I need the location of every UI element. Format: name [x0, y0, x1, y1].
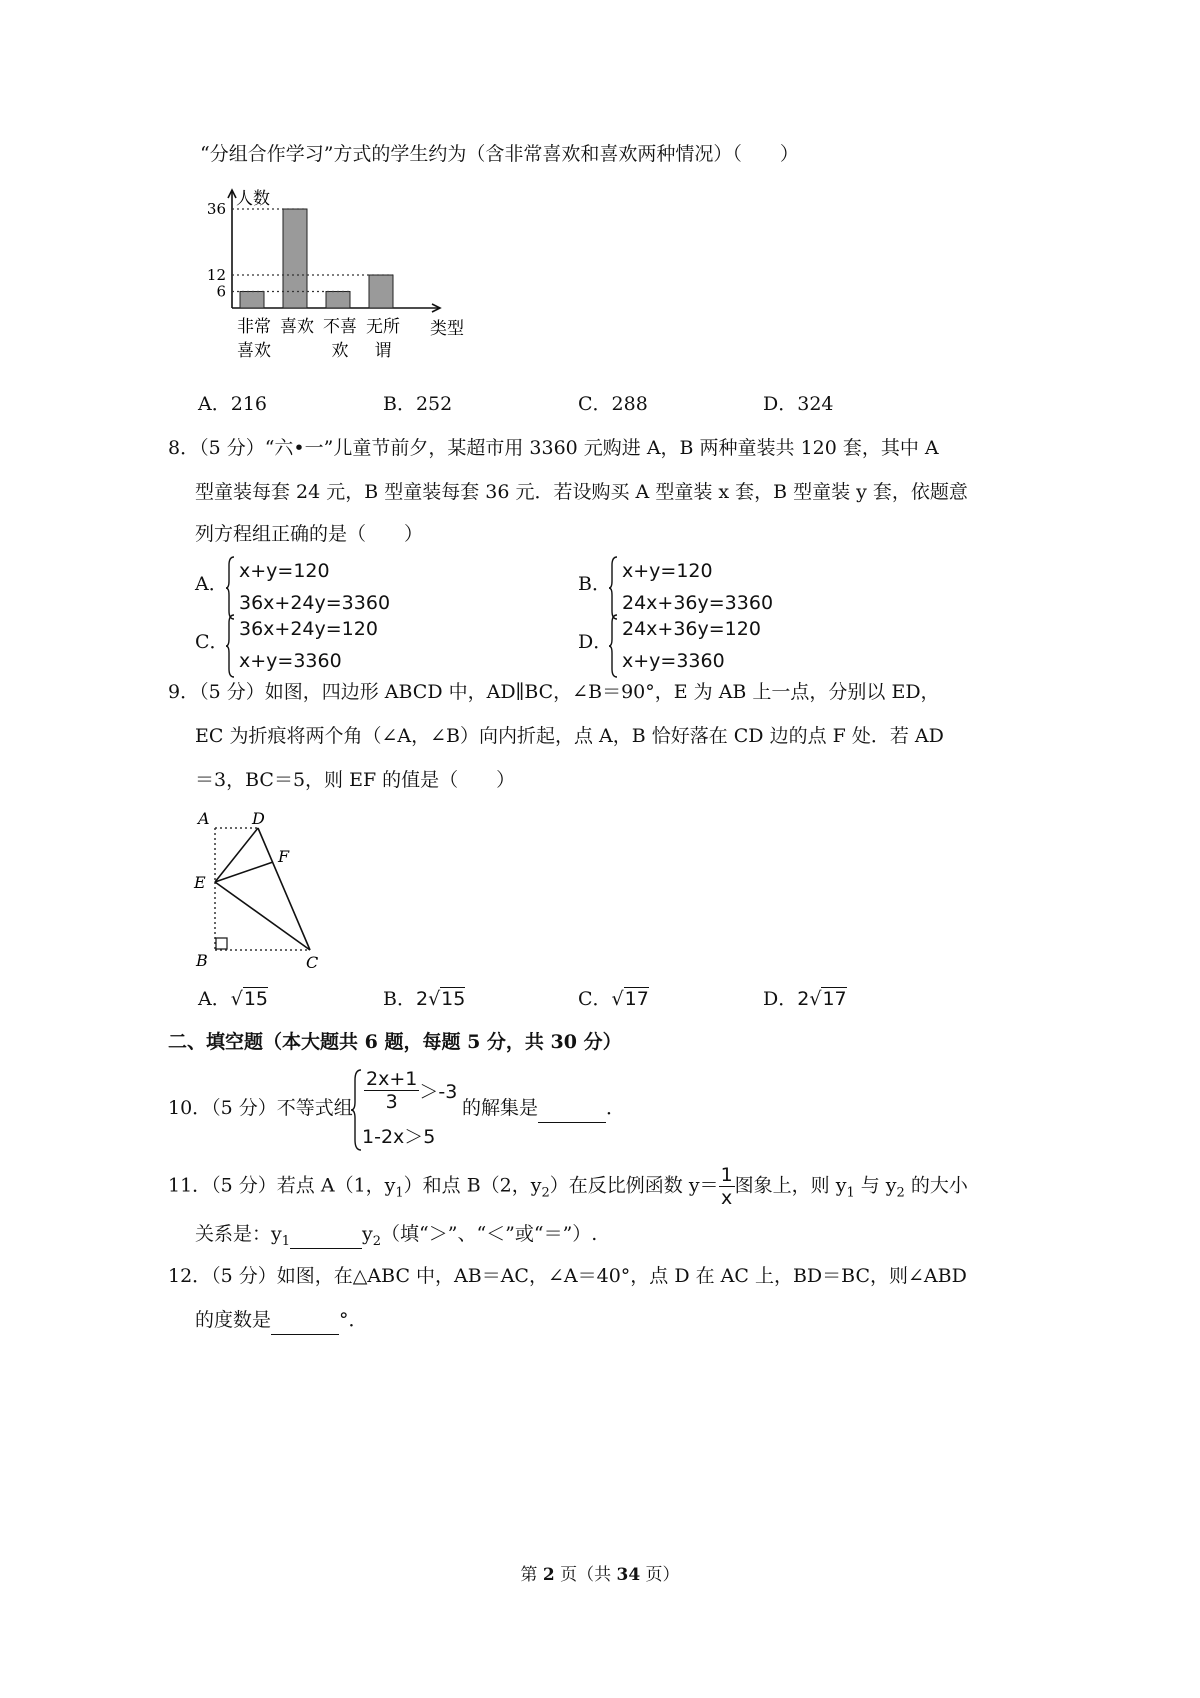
text: ）和点 B（2，y — [403, 1174, 542, 1197]
label-d: D — [252, 809, 265, 828]
y-tick-label: 12 — [206, 266, 226, 284]
end-text: ． — [606, 1097, 626, 1119]
option-label: C． — [578, 393, 612, 415]
text: 页（共 — [554, 1565, 617, 1585]
q8-option-a-label[interactable]: A． — [195, 573, 228, 595]
equation: 36x+24y=3360 — [239, 592, 391, 614]
q7-option-b[interactable] — [383, 390, 452, 418]
q7-stem-tail: “分组合作学习”方式的学生约为（含非常喜欢和喜欢两种情况）（ ） — [200, 143, 799, 165]
bar — [369, 275, 393, 308]
q8-option-c-label[interactable]: C． — [195, 631, 229, 653]
equation: 24x+36y=120 — [622, 618, 761, 640]
denominator: x — [720, 1187, 733, 1209]
brace-icon — [225, 613, 235, 679]
brace-icon — [225, 555, 235, 621]
subscript: 1 — [846, 1185, 855, 1201]
q10-suffix — [462, 1094, 625, 1123]
equation: x+y=120 — [622, 560, 713, 582]
q7-option-c[interactable] — [578, 390, 648, 418]
page-number: 2 — [542, 1565, 555, 1585]
text: 图象上，则 y — [734, 1174, 847, 1197]
section-2-title: 二、填空题（本大题共 6 题，每题 5 分，共 30 分） — [168, 1031, 622, 1053]
option-label: A． — [198, 393, 231, 415]
option-value: 324 — [797, 393, 834, 415]
inequality-rest: ＞-3 — [419, 1081, 458, 1103]
denominator: 3 — [385, 1091, 398, 1113]
bar — [240, 292, 264, 309]
q9-quadrilateral-diagram — [190, 806, 330, 971]
coefficient: 2 — [797, 988, 810, 1010]
category-label: 喜欢 — [237, 341, 271, 361]
subscript: 2 — [372, 1233, 382, 1249]
numerator: 2x+1 — [366, 1068, 418, 1090]
radicand: 17 — [822, 988, 847, 1010]
option-label: B． — [383, 393, 416, 415]
q8-stem-line-2: 型童装每套 24 元，B 型童装每套 36 元．若设购买 A 型童装 x 套，B 型童装 y 套，依题意 — [195, 481, 968, 503]
q7-bar-chart — [190, 180, 490, 385]
sqrt-expression: 2√17 — [797, 988, 847, 1010]
y-tick-label: 6 — [216, 282, 226, 301]
bar — [326, 292, 350, 309]
category-label: 无所 — [366, 317, 400, 337]
option-label: A． — [198, 988, 231, 1010]
subscript: 1 — [395, 1185, 404, 1201]
q12-stem-line-2 — [195, 1306, 368, 1335]
q9-option-b[interactable] — [383, 985, 465, 1013]
q9-option-c[interactable] — [578, 985, 649, 1013]
text: 关系是：y — [195, 1223, 282, 1245]
option-label: C． — [578, 988, 612, 1010]
answer-blank[interactable] — [538, 1094, 606, 1123]
text: 第 — [520, 1565, 543, 1585]
sqrt-expression: √17 — [611, 988, 649, 1010]
radicand: 17 — [624, 988, 649, 1010]
q11-stem-line-2 — [195, 1220, 597, 1256]
answer-blank[interactable] — [290, 1220, 362, 1249]
y-axis-label: 人数 — [236, 189, 270, 209]
q11-stem-line-1 — [168, 1164, 968, 1209]
fraction — [364, 1068, 419, 1113]
equation: x+y=3360 — [622, 650, 725, 672]
label-c: C — [306, 953, 319, 971]
subscript: 1 — [281, 1233, 291, 1249]
text: 页） — [640, 1565, 680, 1585]
fraction — [719, 1164, 735, 1209]
q10-prefix: 10．（5 分）不等式组 — [168, 1097, 353, 1119]
q10-inequality-1 — [364, 1068, 457, 1113]
text: （填“＞”、“＜”或“＝”）. — [381, 1223, 598, 1245]
suffix-text: 的解集是 — [462, 1097, 539, 1119]
text: °． — [339, 1309, 368, 1331]
option-label: D． — [763, 393, 798, 415]
option-value: 252 — [415, 393, 453, 415]
q8-stem-line-3: 列方程组正确的是（ ） — [195, 523, 424, 545]
equation: x+y=3360 — [239, 650, 342, 672]
q7-option-a[interactable] — [198, 390, 267, 418]
q12-stem-line-1: 12．（5 分）如图，在△ABC 中，AB＝AC，∠A＝40°，点 D 在 AC 上，BD＝BC，则∠ABD — [168, 1265, 967, 1287]
category-label: 非常 — [237, 317, 271, 337]
subscript: 2 — [541, 1185, 550, 1201]
q8-option-d-label[interactable]: D． — [578, 631, 613, 653]
option-value: 216 — [230, 393, 267, 415]
bar — [283, 209, 307, 308]
brace-icon — [350, 1068, 362, 1152]
answer-blank[interactable] — [271, 1306, 339, 1335]
option-value: 288 — [611, 393, 648, 415]
text: y — [362, 1223, 373, 1245]
q9-stem-line-3: ＝3，BC＝5，则 EF 的值是（ ） — [195, 769, 516, 791]
q9-option-d[interactable] — [763, 985, 847, 1013]
equation: 36x+24y=120 — [239, 618, 378, 640]
category-label: 不喜 — [323, 317, 357, 337]
category-label: 喜欢 — [280, 317, 314, 337]
label-b: B — [196, 951, 208, 970]
equation: 24x+36y=3360 — [622, 592, 774, 614]
category-label: 欢 — [331, 341, 349, 361]
q9-option-a[interactable] — [198, 985, 268, 1013]
text: 的度数是 — [195, 1309, 272, 1331]
numerator: 1 — [720, 1164, 733, 1186]
total-pages: 34 — [616, 1565, 641, 1585]
text: ）在反比例函数 y＝ — [549, 1174, 719, 1197]
label-e: E — [194, 873, 206, 892]
subscript: 2 — [896, 1185, 905, 1201]
q10-inequality-2: 1-2x＞5 — [362, 1126, 436, 1148]
text: 11．（5 分）若点 A（1，y — [168, 1174, 396, 1197]
sqrt-expression: √15 — [230, 988, 269, 1010]
text: 的大小 — [904, 1174, 968, 1197]
q9-stem-line-2: EC 为折痕将两个角（∠A，∠B）向内折起，点 A，B 恰好落在 CD 边的点 F 处．若 AD — [195, 725, 944, 747]
right-angle-mark — [216, 938, 227, 949]
option-label: D． — [763, 988, 798, 1010]
equation: x+y=120 — [239, 560, 330, 582]
category-label: 谓 — [374, 341, 392, 361]
q7-option-d[interactable] — [763, 390, 834, 418]
x-axis-label: 类型 — [430, 319, 464, 339]
label-a: A — [198, 809, 210, 828]
option-label: B． — [383, 988, 416, 1010]
q9-stem-line-1: 9．（5 分）如图，四边形 ABCD 中，AD∥BC，∠B＝90°，E 为 AB 上一点，分别以 ED， — [168, 681, 940, 703]
brace-icon — [608, 613, 618, 679]
radicand: 15 — [243, 988, 269, 1010]
sqrt-expression: 2√15 — [415, 988, 466, 1010]
q8-stem-line-1: 8．（5 分）“六•一”儿童节前夕，某超市用 3360 元购进 A，B 两种童装共 120 套，其中 A — [168, 437, 939, 459]
y-tick-label: 36 — [206, 200, 226, 218]
text: 与 y — [854, 1174, 897, 1197]
radicand: 15 — [441, 988, 466, 1010]
label-f: F — [278, 847, 290, 866]
coefficient: 2 — [415, 988, 429, 1010]
q8-option-b-label[interactable]: B． — [578, 573, 611, 595]
page-footer — [0, 1560, 1200, 1585]
brace-icon — [608, 555, 618, 621]
